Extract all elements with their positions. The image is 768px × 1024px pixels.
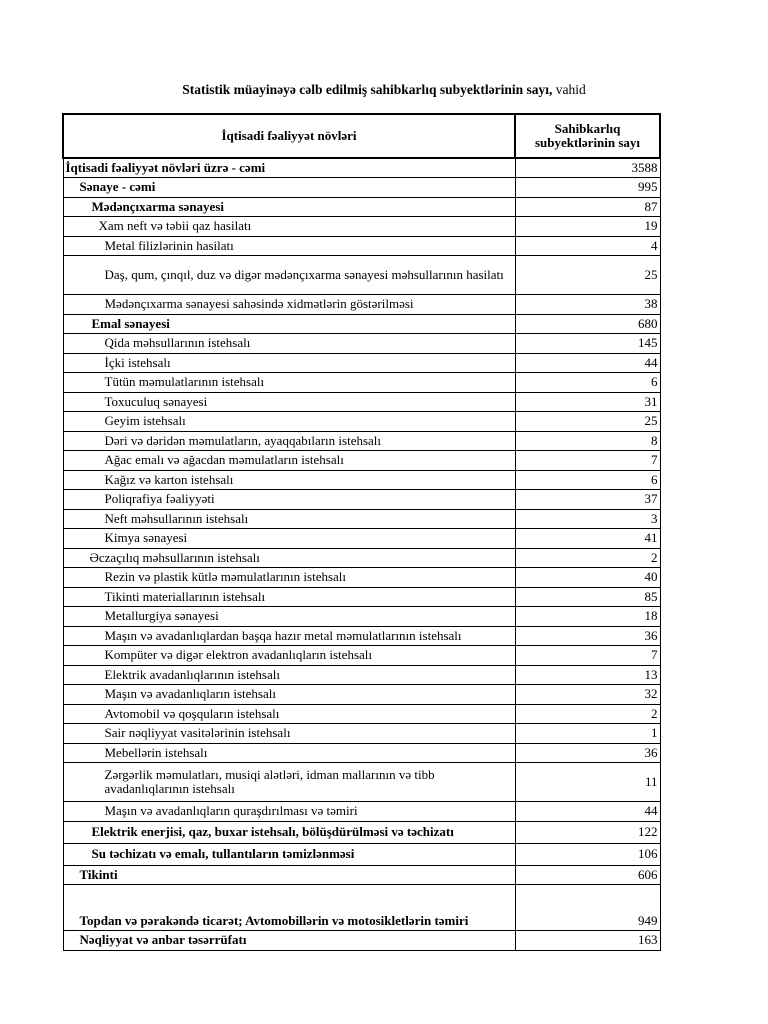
row-value: 19 [515,217,660,237]
row-value: 36 [515,743,660,763]
row-label: Metal filizlərinin hasilatı [63,236,515,256]
row-value: 145 [515,334,660,354]
row-label: Elektrik enerjisi, qaz, buxar istehsalı, bölüşdürülməsi və təchizatı [63,821,515,843]
table-row [63,821,660,843]
table-row [63,802,660,822]
row-label: Kimya sənayesi [63,529,515,549]
table-title-unit: vahid [552,82,586,97]
row-value: 3 [515,509,660,529]
row-label: Tikinti materiallarının istehsalı [63,587,515,607]
row-value: 31 [515,392,660,412]
row-label: Zərgərlik məmulatları, musiqi alətləri, idman mallarının və tibb avadanlıqlarının istehsalı [63,763,515,802]
row-label: Neft məhsullarının istehsalı [63,509,515,529]
row-label: Maşın və avadanlıqlardan başqa hazır metal məmulatlarının istehsalı [63,626,515,646]
row-value: 995 [515,178,660,198]
row-value: 87 [515,197,660,217]
row-label: İçki istehsalı [63,353,515,373]
row-value: 11 [515,763,660,802]
table-row [63,236,660,256]
table-row [63,665,660,685]
table-row [63,295,660,315]
row-value: 2 [515,548,660,568]
row-value: 949 [515,885,660,931]
row-value: 2 [515,704,660,724]
row-value: 37 [515,490,660,510]
row-label: Xam neft və təbii qaz hasilatı [63,217,515,237]
row-label: Kompüter və digər elektron avadanlıqların istehsalı [63,646,515,666]
row-label: İqtisadi fəaliyyət növləri üzrə - cəmi [63,158,515,178]
row-value: 13 [515,665,660,685]
row-value: 44 [515,353,660,373]
table-row [63,314,660,334]
header-entity-count: Sahibkarlıq subyektlərinin sayı [515,114,660,158]
row-label: Mədənçıxarma sənayesi [63,197,515,217]
row-value: 606 [515,865,660,885]
row-value: 18 [515,607,660,627]
table-title [0,82,768,98]
table-row [63,704,660,724]
table-row [63,843,660,865]
row-label: Toxuculuq sənayesi [63,392,515,412]
row-label: Mebellərin istehsalı [63,743,515,763]
table-row [63,392,660,412]
table-header-row [63,114,660,158]
row-label: Dəri və dəridən məmulatların, ayaqqabıların istehsalı [63,431,515,451]
row-value: 122 [515,821,660,843]
table-row [63,763,660,802]
row-value: 36 [515,626,660,646]
row-value: 4 [515,236,660,256]
table-row [63,885,660,931]
table-row [63,353,660,373]
row-label: Emal sənayesi [63,314,515,334]
row-value: 8 [515,431,660,451]
table-row [63,743,660,763]
row-label: Tikinti [63,865,515,885]
row-value: 6 [515,470,660,490]
table-row [63,607,660,627]
row-label: Tütün məmulatlarının istehsalı [63,373,515,393]
table-row [63,509,660,529]
row-value: 163 [515,931,660,951]
table-row [63,587,660,607]
row-label: Daş, qum, çınqıl, duz və digər mədənçıxarma sənayesi məhsullarının hasilatı [63,256,515,295]
row-label: Metallurgiya sənayesi [63,607,515,627]
table-row [63,626,660,646]
row-value: 25 [515,256,660,295]
row-value: 6 [515,373,660,393]
row-value: 680 [515,314,660,334]
table-row [63,568,660,588]
table-row [63,529,660,549]
row-label: Elektrik avadanlıqlarının istehsalı [63,665,515,685]
table-row [63,178,660,198]
row-label: Maşın və avadanlıqların quraşdırılması və təmiri [63,802,515,822]
row-label: Avtomobil və qoşquların istehsalı [63,704,515,724]
table-row [63,685,660,705]
table-title-text: Statistik müayinəyə cəlb edilmiş sahibkarlıq subyektlərinin sayı, [182,82,553,97]
row-label: Sair nəqliyyat vasitələrinin istehsalı [63,724,515,744]
table-row [63,724,660,744]
table-row [63,470,660,490]
row-value: 7 [515,646,660,666]
row-label: Sənaye - cəmi [63,178,515,198]
row-value: 1 [515,724,660,744]
row-label: Su təchizatı və emalı, tullantıların təmizlənməsi [63,843,515,865]
table-row [63,197,660,217]
row-label: Rezin və plastik kütlə məmulatlarının istehsalı [63,568,515,588]
table-row [63,646,660,666]
table-row [63,373,660,393]
row-label: Nəqliyyat və anbar təsərrüfatı [63,931,515,951]
statistics-table [62,113,661,951]
row-label: Mədənçıxarma sənayesi sahəsində xidmətlərin göstərilməsi [63,295,515,315]
row-label: Geyim istehsalı [63,412,515,432]
row-label: Qida məhsullarının istehsalı [63,334,515,354]
table-row [63,412,660,432]
table-row [63,334,660,354]
table-row [63,490,660,510]
table-row [63,431,660,451]
table-row [63,865,660,885]
table-row [63,217,660,237]
row-value: 3588 [515,158,660,178]
table-row [63,451,660,471]
row-value: 25 [515,412,660,432]
row-value: 40 [515,568,660,588]
row-value: 32 [515,685,660,705]
row-label: Ağac emalı və ağacdan məmulatların istehsalı [63,451,515,471]
row-value: 85 [515,587,660,607]
row-label: Maşın və avadanlıqların istehsalı [63,685,515,705]
header-activity-types: İqtisadi fəaliyyət növləri [63,114,515,158]
row-label: Kağız və karton istehsalı [63,470,515,490]
table-row [63,931,660,951]
row-value: 7 [515,451,660,471]
row-label: Poliqrafiya fəaliyyəti [63,490,515,510]
row-label: Əczaçılıq məhsullarının istehsalı [63,548,515,568]
row-value: 106 [515,843,660,865]
table-row [63,256,660,295]
row-value: 41 [515,529,660,549]
row-value: 38 [515,295,660,315]
row-value: 44 [515,802,660,822]
table-row [63,158,660,178]
row-label: Topdan və pərakəndə ticarət; Avtomobillərin və motosikletlərin təmiri [63,885,515,931]
table-row [63,548,660,568]
